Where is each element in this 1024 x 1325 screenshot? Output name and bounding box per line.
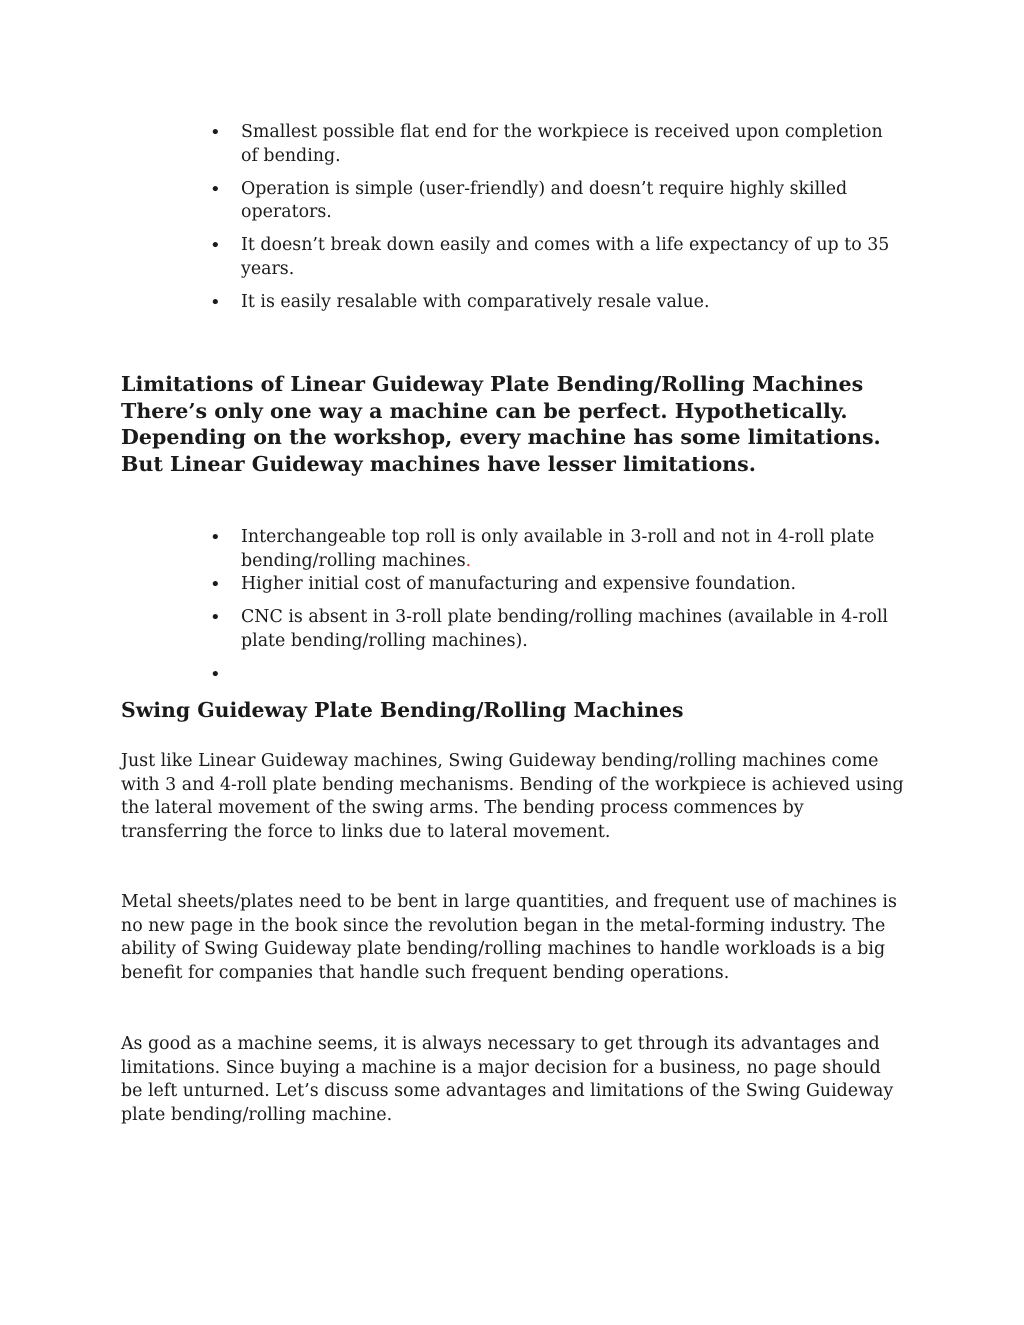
advantages-list [210, 121, 900, 324]
paragraph: Metal sheets/plates need to be bent in large quantities, and frequent use of machines is no new page in the book since the revolution began in the metal-forming industry. The ability of Swing Guideway plate bending/rolling machines to handle workloads is a big benefit for companies that handle such frequent bending operations. [121, 892, 897, 983]
swing-guideway-heading: Swing Guideway Plate Bending/Rolling Machines [121, 698, 684, 722]
list-item: • It doesn’t break down easily and comes with a life expectancy of up to 35 years. [210, 234, 900, 281]
list-item: • Smallest possible flat end for the workpiece is received upon completion of bending. [210, 121, 900, 168]
red-period-mark: . [465, 550, 472, 571]
paragraph: As good as a machine seems, it is always necessary to get through its advantages and limitations. Since buying a machine is a major decision for a business, no page should be left unturned. Let’s discuss some advantages and limitations of the Swing Guideway plate bending/rolling machine. [121, 1034, 894, 1125]
list-item: • Higher initial cost of manufacturing and expensive foundation. [210, 573, 900, 597]
limitations-list [210, 526, 900, 663]
list-item: • CNC is absent in 3-roll plate bending/rolling machines (available in 4-roll plate bending/rolling machines). [210, 606, 900, 653]
limitations-heading: Limitations of Linear Guideway Plate Bending/Rolling Machines There’s only one way a machine can be perfect. Hypothetically. Depending on the workshop, every machine has some limitations. But Linear Guideway machines have lesser limitations. [121, 372, 881, 476]
list-item [210, 526, 900, 573]
list-item: • Operation is simple (user-friendly) and doesn’t require highly skilled operators. [210, 178, 900, 225]
paragraph: Just like Linear Guideway machines, Swing Guideway bending/rolling machines come with 3 and 4-roll plate bending mechanisms. Bending of the workpiece is achieved using the lateral movement of the swing arms. The bending process commences by transferring the force to links due to lateral movement. [121, 751, 904, 842]
list-item: • It is easily resalable with comparatively resale value. [210, 291, 900, 315]
list-item-text: Interchangeable top roll is only available in 3-roll and not in 4-roll plate bending/rolling machines [241, 527, 875, 571]
